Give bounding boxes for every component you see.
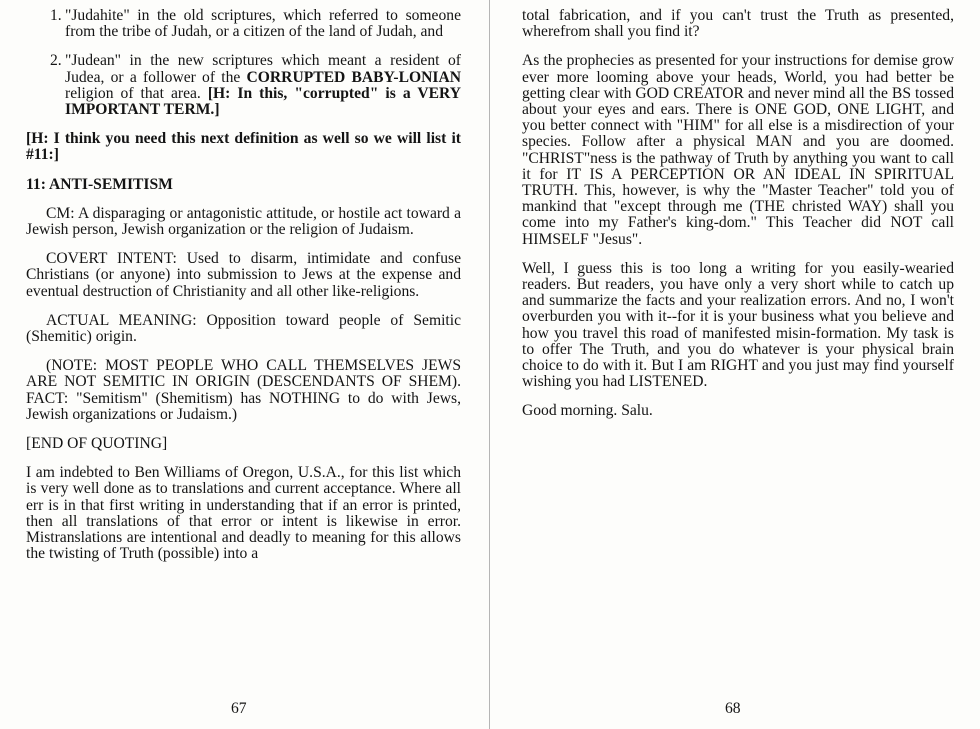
- page-number-left: 67: [231, 700, 247, 717]
- h-note-definition: [H: I think you need this next definition as well so we will list it #11:]: [26, 130, 461, 164]
- list-number: 2.: [50, 52, 62, 70]
- list-item-judahite: [26, 8, 461, 40]
- continuation-paragraph: total fabrication, and if you can't trust the Truth as presented, wherefrom shall you find it?: [522, 7, 954, 41]
- note-paragraph: (NOTE: MOST PEOPLE WHO CALL THEMSELVES JEWS ARE NOT SEMITIC IN ORIGIN (DESCENDANTS OF SHEM). FACT: "Semitism" (Shemitism) has NOTHING to do with Jews, Jewish organizations or Judaism.): [26, 357, 461, 423]
- bold-h-note: [H: In this, "corrupted" is a VERY IMPORTANT TERM.]: [65, 84, 461, 119]
- cm-paragraph: CM: A disparaging or antagonistic attitude, or hostile act toward a Jewish person, Jewish organization or the religion of Judaism.: [26, 204, 461, 239]
- indebted-paragraph: I am indebted to Ben Williams of Oregon, U.S.A., for this list which is very well done as to translations and current acceptance. Where all err is in that first writing in understanding that if an error is printed, then all translations of that error or intent is likewise in error. Mistranslations are intentional and deadly to meaning for this allows the twisting of Truth (possible) into a: [26, 464, 461, 563]
- list-text: "Judahite" in the old scriptures, which referred to someone from the tribe of Judah, or a citizen of the land of Judah, and: [65, 7, 461, 41]
- section-heading: 11: ANTI-SEMITISM: [26, 175, 173, 193]
- sign-off: Good morning. Salu.: [522, 402, 653, 420]
- list-item-judean: [26, 53, 461, 118]
- list-text-mid: religion of that area.: [65, 84, 208, 102]
- closing-paragraph: Well, I guess this is too long a writing for you easily-wearied readers. But readers, you have only a very short while to catch up and summarize the facts and your realization errors. And no, I won't overburden you with it--for it is your business what you believe and how you travel this road of manifested misin-formation. My task is to offer The Truth, and you do whatever is your physical brain choice to do with it. But I am RIGHT and you just may find yourself wishing you had LISTENED.: [522, 259, 954, 391]
- list-text: "Judean" in the new scriptures which meant a resident of Judea, or a follower of the: [65, 52, 461, 86]
- bold-corrupted-babylonian: CORRUPTED BABY-LONIAN: [246, 68, 461, 86]
- covert-intent-paragraph: COVERT INTENT: Used to disarm, intimidate and confuse Christians (or anyone) into submission to Jews at the expense and eventual destruction of Christianity and all other like-religions.: [26, 250, 461, 300]
- actual-meaning-paragraph: ACTUAL MEANING: Opposition toward people of Semitic (Shemitic) origin.: [26, 311, 461, 346]
- list-number: 1.: [50, 7, 62, 24]
- left-page: [26, 8, 461, 562]
- right-page: [522, 8, 954, 420]
- page-number-right: 68: [725, 700, 741, 717]
- prophecies-paragraph: As the prophecies as presented for your instructions for demise grow ever more looming above your heads, World, you had better be getting clear with GOD CREATOR and never mind all the BS tossed about your eyes and ears. There is ONE GOD, ONE LIGHT, and you better connect with "HIM" for all else is a misdirection of your species. Follow after a physical MAN and you are doomed. "CHRIST"ness is the pathway of Truth by anything you want to call it for IT IS A PERCEPTION OR AN IDEAL IN SPIRITUAL TRUTH. This, however, is why the "Master Teacher" told you of mankind that "except through me (THE christed WAY) shall you come into my Father's king-dom." This Teacher did NOT call HIMSELF "Jesus".: [522, 52, 954, 248]
- end-of-quoting: [END OF QUOTING]: [26, 435, 168, 453]
- page-gutter: [489, 0, 490, 729]
